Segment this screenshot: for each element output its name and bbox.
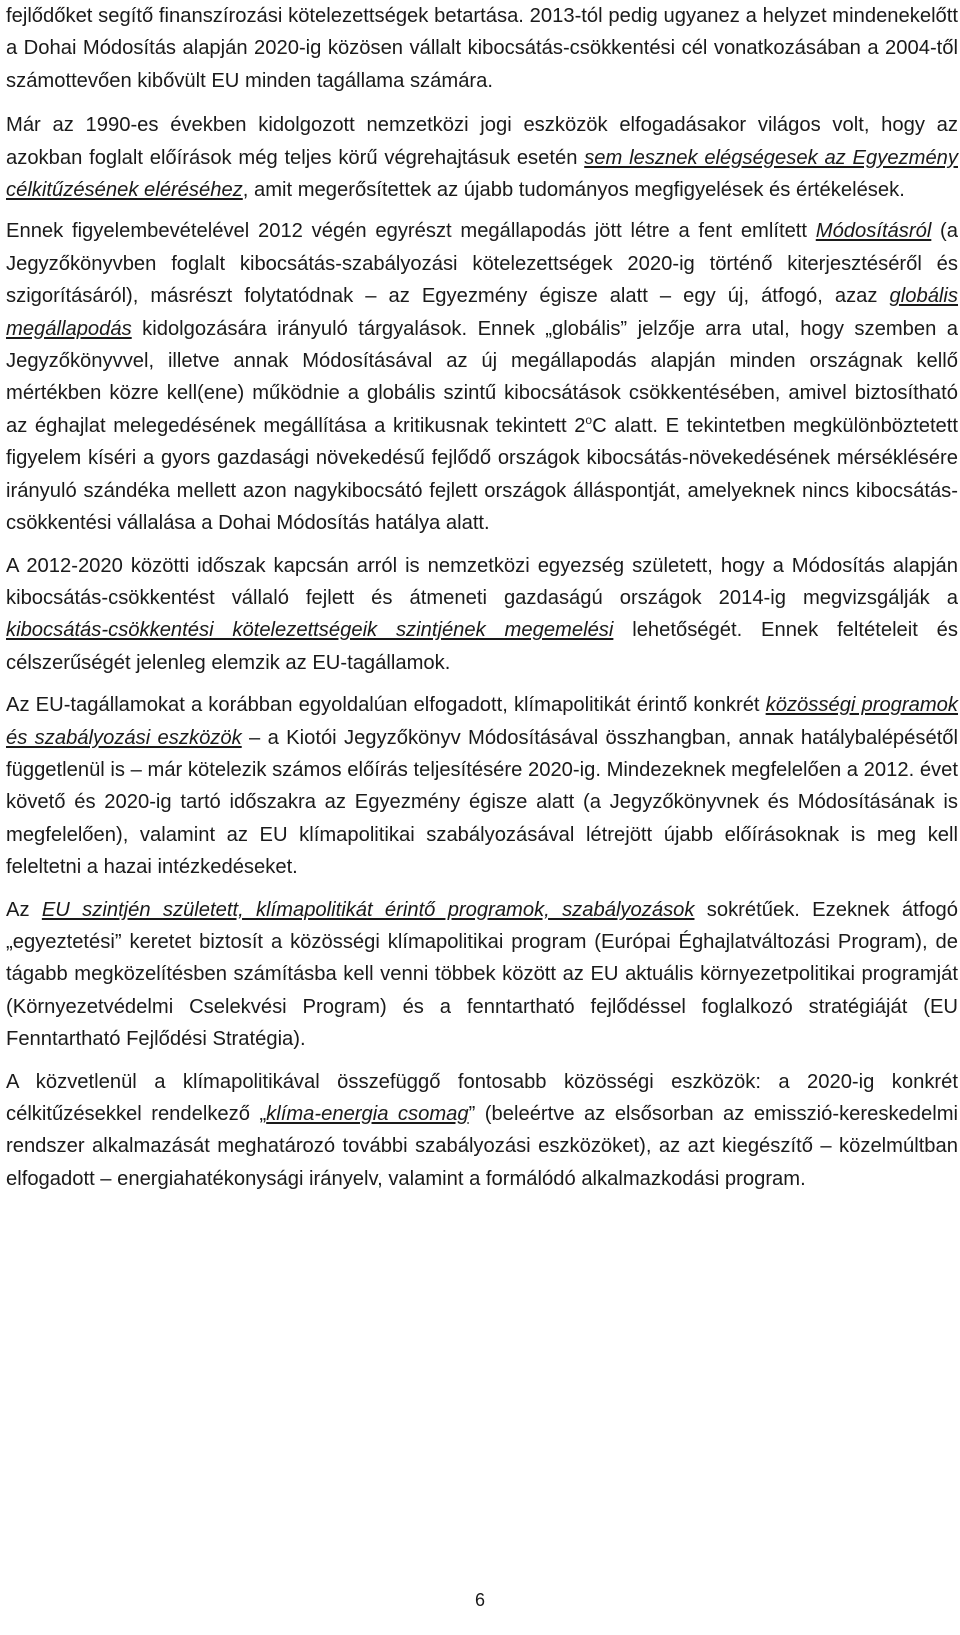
paragraph-5-text-b: – a Kiotói Jegyzőkönyv Módosításával összhangban, annak hatálybalépésétől függetlenül is – már kötelezik számos előírás teljesítésére 2020-ig. Mindezeknek megfelelően a 2012. évet követő és 2020-ig tartó időszakra az Egyezmény égisze alatt (a Jegyzőkönyvnek és Módosításának is megfelelően), valamint az EU klímapolitikai szabályozásával létrejött újabb előírásoknak is meg kell feleltetni a hazai intézkedéseket. (6, 726, 959, 879)
paragraph-3-text-b: (a Jegyzőkönyvben foglalt kibocsátás-szabályozási kötelezettségek 2020-ig történő kiterjesztéséről és szigorításáról), másrészt folytatódnak – az Egyezmény égisze alatt – egy új, átfogó, azaz (6, 220, 959, 308)
paragraph-7-text-a: A közvetlenül a klímapolitikával összefüggő fontosabb közösségi eszközök: a 2020-ig konkrét célkitűzésekkel rendelkező „ (6, 1070, 958, 1125)
paragraph-4 (6, 550, 958, 680)
paragraph-2-emphasis: sem lesznek elégségesek az Egyezmény célkitűzésének eléréséhez (6, 146, 958, 202)
degree-superscript: o (585, 412, 593, 427)
paragraph-2-text-a: Már az 1990-es években kidolgozott nemzetközi jogi eszközök elfogadásakor világos volt, hogy az azokban foglalt előírások még teljes körű végrehajtásuk esetén (6, 114, 958, 169)
paragraph-6-text-a: Az (6, 898, 42, 921)
paragraph-5-text-a: Az EU-tagállamokat a korábban egyoldalúan elfogadott, klímapolitikát érintő konkrét (6, 694, 766, 717)
paragraph-3-text-a: Ennek figyelembevételével 2012 végén egyrészt megállapodás jött létre a fent említett (6, 220, 816, 243)
paragraph-7 (6, 1066, 958, 1196)
paragraph-5-emphasis: közösségi programok és szabályozási eszközök (6, 694, 959, 749)
paragraph-3-text-d: C alatt. E tekintetben megkülönböztetett figyelem kíséri a gyors gazdasági növekedésű fejlődő országok kibocsátás-növekedésének mérséklésére irányuló szándéka mellett azon nagykibocsátó fejlett országok álláspontját, amelyeknek nincs kibocsátás-csökkentési vállalása a Dohai Módosítás hatálya alatt. (6, 414, 959, 535)
paragraph-7-emphasis: klíma-energia csomag (266, 1103, 469, 1125)
paragraph-4-text-a: A 2012-2020 közötti időszak kapcsán arról is nemzetközi egyezség született, hogy a Módosítás alapján kibocsátás-csökkentést vállaló fejlett és átmeneti gazdaságú országok 2014-ig megvizsgálják a (6, 554, 958, 609)
paragraph-6 (6, 894, 958, 1056)
paragraph-2 (6, 109, 958, 206)
paragraph-4-emphasis: kibocsátás-csökkentési kötelezettségeik szintjének megemelési (6, 619, 614, 642)
paragraph-7-text-b: ” (beleértve az elsősorban az emisszió-kereskedelmi rendszer alkalmazását meghatározó további szabályozási eszközöket), az azt kiegészítő – közelmúltban elfogadott – energiahatékonysági irányelv, valamint a formálódó alkalmazkodási program. (6, 1103, 959, 1190)
paragraph-3 (6, 215, 958, 539)
paragraph-6-text-b: sokrétűek. Ezeknek átfogó „egyeztetési” keretet biztosít a közösségi klímapolitikai program (Európai Éghajlatváltozási Program), de tágabb megközelítésben számításba kell venni többek között az EU aktuális környezetpolitikai programját (Környezetvédelmi Cselekvési Program) és a fenntartható fejlődéssel foglalkozó stratégiáját (EU Fenntartható Fejlődési Stratégia). (6, 898, 959, 1051)
paragraph-1-text: fejlődőket segítő finanszírozási kötelezettségek betartása. 2013-tól pedig ugyanez a helyzet mindenekelőtt a Dohai Módosítás alapján 2020-ig közösen vállalt kibocsátás-csökkentési cél vonatkozásában a 2004-től számottevően kibővült EU minden tagállama számára. (6, 5, 958, 92)
paragraph-3-text-c: kidolgozására irányuló tárgyalások. Ennek „globális” jelzője arra utal, hogy szemben a Jegyzőkönyvvel, illetve annak Módosításával az új megállapodás alapján minden országnak kellő mértékben közre kell(ene) működnie a globális szintű kibocsátások csökkentésében, amivel biztosítható az éghajlat melegedésének megállítása a kritikusnak tekintett 2 (6, 317, 958, 437)
paragraph-1 (6, 0, 958, 97)
paragraph-3-emphasis-1: Módosításról (815, 220, 932, 243)
paragraph-3-emphasis-2: globális megállapodás (6, 285, 958, 340)
paragraph-6-emphasis: EU szintjén született, klímapolitikát érintő programok, szabályozások (41, 898, 695, 921)
paragraph-2-text-b: , amit megerősítettek az újabb tudományos megfigyelések és értékelések. (242, 179, 905, 202)
page-number: 6 (474, 1590, 485, 1610)
paragraph-5 (6, 689, 958, 883)
document-body (6, 0, 958, 1205)
paragraph-4-text-b: lehetőségét. Ennek feltételeit és célszerűségét jelenleg elemzik az EU-tagállamok. (6, 619, 959, 674)
